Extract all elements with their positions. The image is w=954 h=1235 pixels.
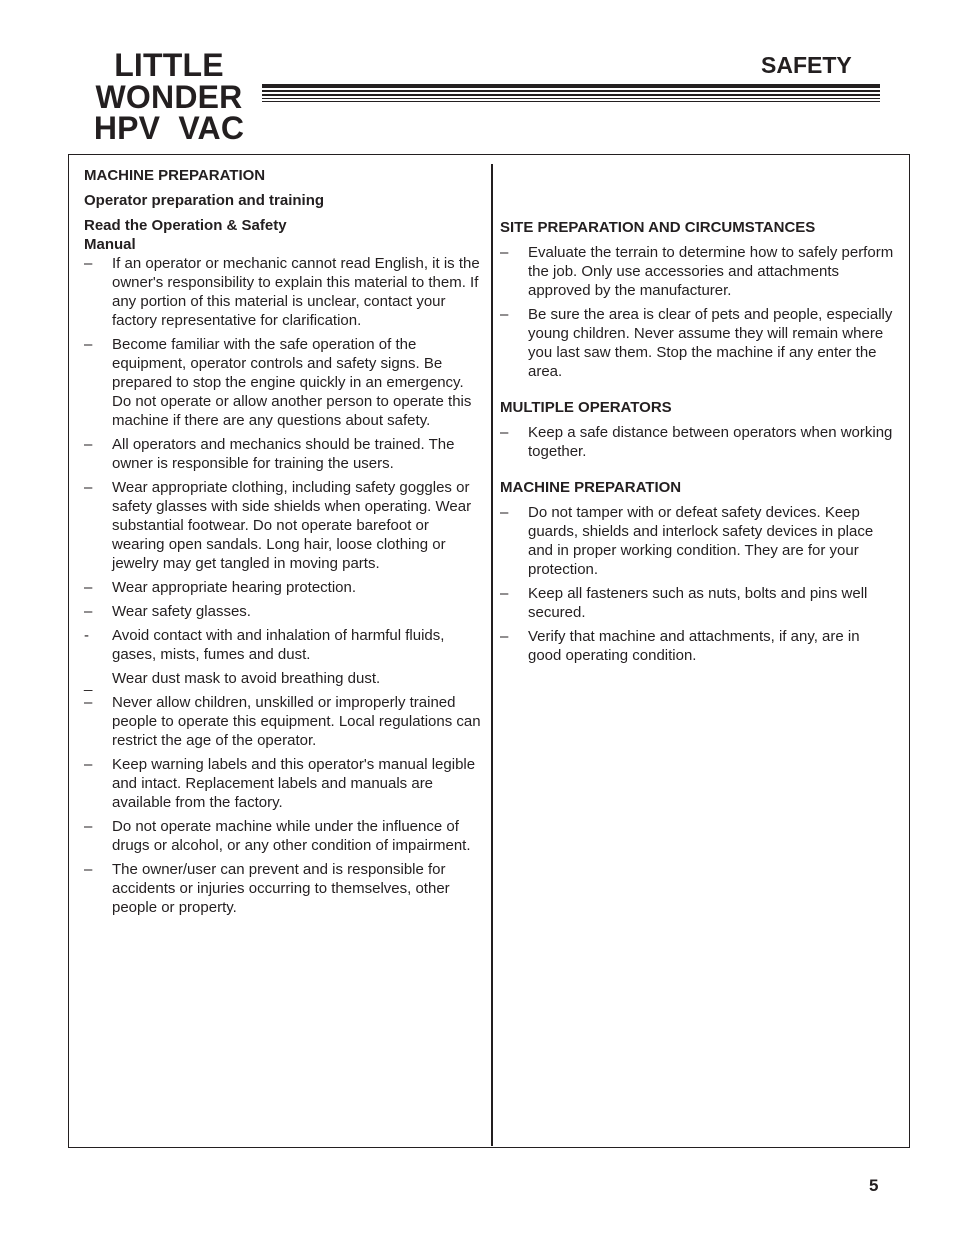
bullet-marker: –	[500, 306, 509, 323]
bullet-marker: –	[500, 244, 509, 261]
list-item	[500, 503, 895, 579]
page-number: 5	[869, 1176, 879, 1195]
bullet-marker: –	[84, 756, 93, 773]
list-item-text: Wear safety glasses.	[112, 603, 251, 620]
section-block	[500, 398, 895, 461]
section-title: SAFETY	[761, 52, 852, 78]
list-item	[500, 627, 895, 665]
list-item-text: Keep warning labels and this operator's manual legible and intact. Replacement labels and manuals are available from the factory.	[112, 756, 476, 811]
subheading-line: Manual	[84, 236, 136, 253]
list-item-text: Wear dust mask to avoid breathing dust.	[112, 670, 381, 687]
subheading: Operator preparation and training	[84, 192, 325, 209]
bullet-marker: –	[500, 424, 509, 441]
list-item	[500, 305, 895, 381]
right-column	[500, 218, 895, 682]
list-item-text: Verify that machine and attachments, if any, are in good operating condition.	[528, 628, 860, 664]
header-rule	[262, 84, 880, 88]
bullet-list	[84, 254, 482, 917]
bullet-marker: –	[84, 436, 93, 453]
header-rules	[262, 84, 880, 104]
list-item-text: Evaluate the terrain to determine how to safely perform the job. Only use accessories and attachments approved by the manufacturer.	[528, 244, 894, 299]
list-item	[84, 693, 482, 750]
list-item	[84, 755, 482, 812]
list-item	[84, 860, 482, 917]
subheading-line: Read the Operation & Safety	[84, 217, 287, 234]
subheading	[84, 216, 482, 254]
bullet-marker: –	[84, 861, 93, 878]
list-item-text: Wear appropriate hearing protection.	[112, 579, 357, 596]
list-item	[500, 584, 895, 622]
list-item-text: If an operator or mechanic cannot read English, it is the owner's responsibility to explain this material to them. If any portion of this material is unclear, contact your factory representative for clarification.	[112, 255, 480, 329]
section-block	[500, 218, 895, 381]
list-item	[500, 423, 895, 461]
header-rule	[262, 94, 880, 96]
list-item	[84, 335, 482, 430]
list-item-text: Avoid contact with and inhalation of harmful fluids, gases, mists, fumes and dust.	[112, 627, 445, 663]
list-item-text: Do not tamper with or defeat safety devices. Keep guards, shields and interlock safety devices in place and in proper working condition. They are for your protection.	[528, 504, 874, 578]
list-item-text: Wear appropriate clothing, including safety goggles or safety glasses with side shields when operating. Wear substantial footwear. Do not operate barefoot or wearing open sandals. Long hair, loose clothing or jewelry may get tangled in moving parts.	[112, 479, 472, 572]
list-item-text: All operators and mechanics should be trained. The owner is responsible for training the users.	[112, 436, 455, 472]
bullet-marker: –	[84, 603, 93, 620]
header-rule	[262, 101, 880, 102]
list-item	[84, 435, 482, 473]
list-item	[84, 669, 482, 692]
bullet-marker: –	[84, 579, 93, 596]
section-heading: SITE PREPARATION AND CIRCUMSTANCES	[500, 219, 816, 236]
list-item-text: Become familiar with the safe operation of the equipment, operator controls and safety signs. Be prepared to stop the engine quickly in an emergency. Do not operate or allow another person to operate this machine if there are any questions about safety.	[112, 336, 472, 429]
bullet-marker: –	[84, 694, 93, 711]
bullet-marker: –	[500, 628, 509, 645]
bullet-marker: –	[500, 504, 509, 521]
list-item-text: Be sure the area is clear of pets and people, especially young children. Never assume they will remain where you last saw them. Stop the machine if any enter the area.	[528, 306, 893, 380]
bullet-marker: -	[84, 627, 89, 644]
bullet-marker: –	[84, 255, 93, 272]
list-item	[84, 254, 482, 330]
list-item-text: Keep a safe distance between operators when working together.	[528, 424, 893, 460]
section-heading: MULTIPLE OPERATORS	[500, 399, 672, 416]
brand-line: HPV VAC	[93, 110, 245, 146]
list-item-text: The owner/user can prevent and is responsible for accidents or injuries occurring to themselves, other people or property.	[112, 861, 450, 916]
list-item	[500, 243, 895, 300]
left-column	[84, 166, 482, 922]
list-item-text: Keep all fasteners such as nuts, bolts and pins well secured.	[528, 585, 868, 621]
bullet-marker: –	[84, 479, 93, 496]
list-item-text: Never allow children, unskilled or improperly trained people to operate this equipment. Local regulations can restrict the age of the operator.	[112, 694, 481, 749]
list-item	[84, 578, 482, 597]
header-rule	[262, 98, 880, 100]
section-heading: MACHINE PREPARATION	[84, 167, 266, 184]
bullet-marker: _	[84, 675, 93, 692]
bullet-marker: –	[84, 336, 93, 353]
section-heading: MACHINE PREPARATION	[500, 479, 682, 496]
list-item	[84, 817, 482, 855]
brand-line: LITTLE	[114, 47, 224, 83]
bullet-marker: –	[84, 818, 93, 835]
brand-logo-text	[84, 47, 254, 146]
column-divider	[491, 164, 493, 1146]
bullet-marker: –	[500, 585, 509, 602]
list-item	[84, 602, 482, 621]
list-item	[84, 478, 482, 573]
list-item-text: Do not operate machine while under the influence of drugs or alcohol, or any other condition of impairment.	[112, 818, 471, 854]
section-block	[500, 478, 895, 665]
brand-line: WONDER	[95, 78, 243, 115]
header-rule	[262, 90, 880, 92]
list-item	[84, 626, 482, 664]
